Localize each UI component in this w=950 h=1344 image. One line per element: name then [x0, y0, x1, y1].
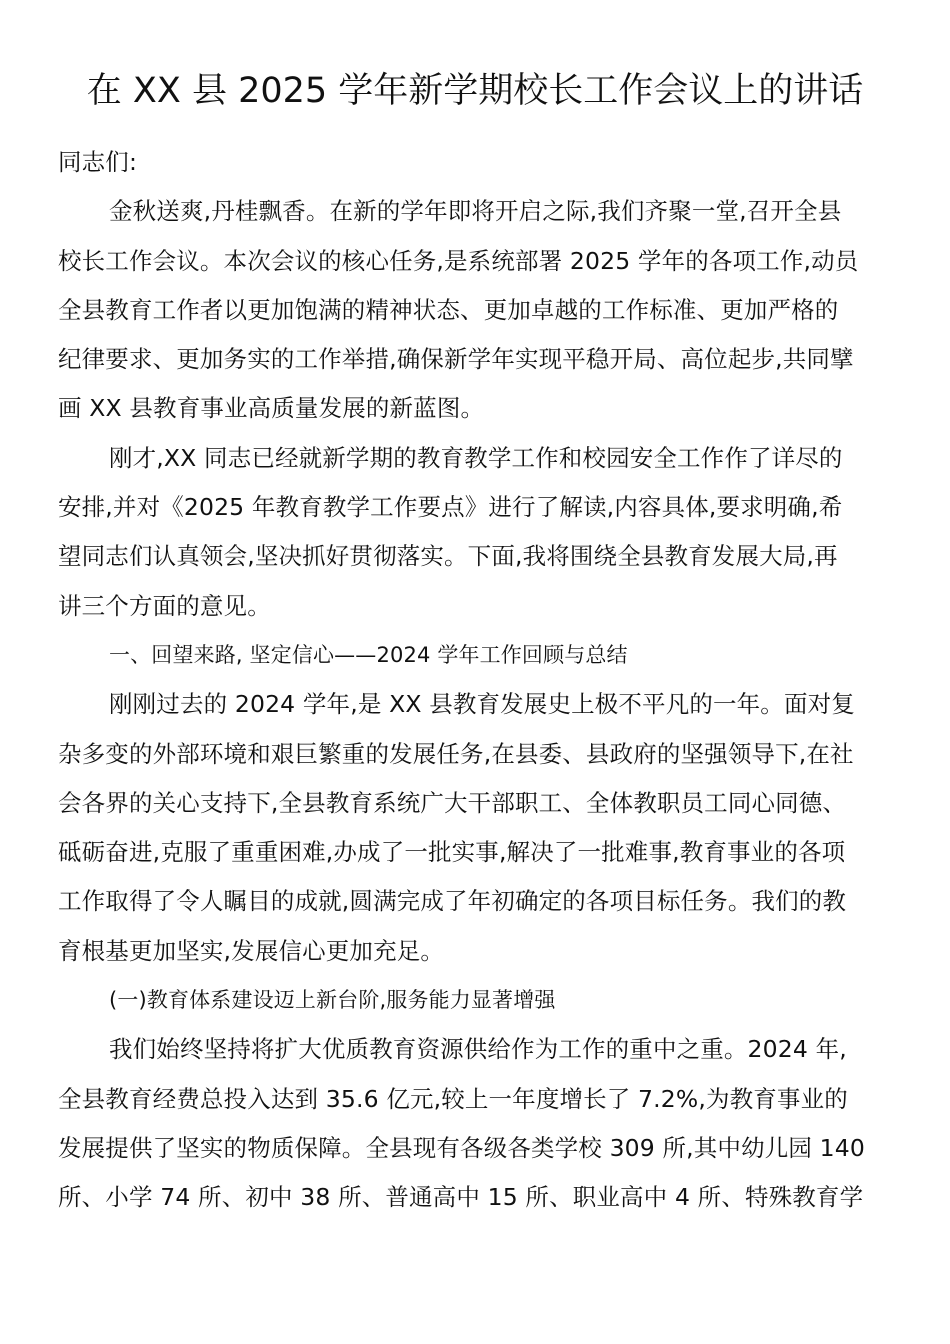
section-heading: 一、回望来路, 坚定信心——2024 学年工作回顾与总结 [109, 642, 628, 667]
paragraph-line: 我们始终坚持将扩大优质教育资源供给作为工作的重中之重。2024 年, [109, 1035, 847, 1064]
paragraph-line: 所、小学 74 所、初中 38 所、普通高中 15 所、职业高中 4 所、特殊教育学 [58, 1183, 864, 1212]
paragraph-line: 全县教育工作者以更加饱满的精神状态、更加卓越的工作标准、更加严格的 [58, 295, 839, 324]
paragraph-line: 安排,并对《2025 年教育教学工作要点》进行了解读,内容具体,要求明确,希 [58, 493, 843, 522]
paragraph-line: 金秋送爽,丹桂飘香。在新的学年即将开启之际,我们齐聚一堂,召开全县 [109, 197, 842, 226]
paragraph-line: 刚刚过去的 2024 学年,是 XX 县教育发展史上极不平凡的一年。面对复 [109, 690, 855, 719]
paragraph-line: 校长工作会议。本次会议的核心任务,是系统部署 2025 学年的各项工作,动员 [58, 246, 859, 275]
subsection-heading: (一)教育体系建设迈上新台阶,服务能力显著增强 [109, 988, 556, 1013]
document-body [58, 144, 898, 1229]
paragraph-line: 画 XX 县教育事业高质量发展的新蓝图。 [58, 394, 485, 423]
paragraph-line: 全县教育经费总投入达到 35.6 亿元,较上一年度增长了 7.2%,为教育事业的 [58, 1084, 848, 1113]
document-title: 在 XX 县 2025 学年新学期校长工作会议上的讲话 [86, 71, 864, 111]
paragraph-line: 纪律要求、更加务实的工作举措,确保新学年实现平稳开局、高位起步,共同擘 [58, 345, 854, 374]
paragraph-line: 望同志们认真领会,坚决抓好贯彻落实。下面,我将围绕全县教育发展大局,再 [58, 542, 838, 571]
paragraph-line: 讲三个方面的意见。 [58, 591, 271, 620]
paragraph-line: 杂多变的外部环境和艰巨繁重的发展任务,在县委、县政府的坚强领导下,在社 [58, 739, 854, 768]
paragraph-line: 发展提供了坚实的物质保障。全县现有各级各类学校 309 所,其中幼儿园 140 [58, 1133, 865, 1162]
paragraph-line: 会各界的关心支持下,全县教育系统广大干部职工、全体教职员工同心同德、 [58, 788, 847, 817]
paragraph-line: 刚才,XX 同志已经就新学期的教育教学工作和校园安全工作作了详尽的 [109, 443, 843, 472]
paragraph-line: 砥砺奋进,克服了重重困难,办成了一批实事,解决了一批难事,教育事业的各项 [58, 838, 846, 867]
paragraph-line: 育根基更加坚实,发展信心更加充足。 [58, 936, 445, 965]
paragraph-line: 工作取得了令人瞩目的成就,圆满完成了年初确定的各项目标任务。我们的教 [58, 887, 847, 916]
salutation: 同志们: [58, 148, 138, 176]
